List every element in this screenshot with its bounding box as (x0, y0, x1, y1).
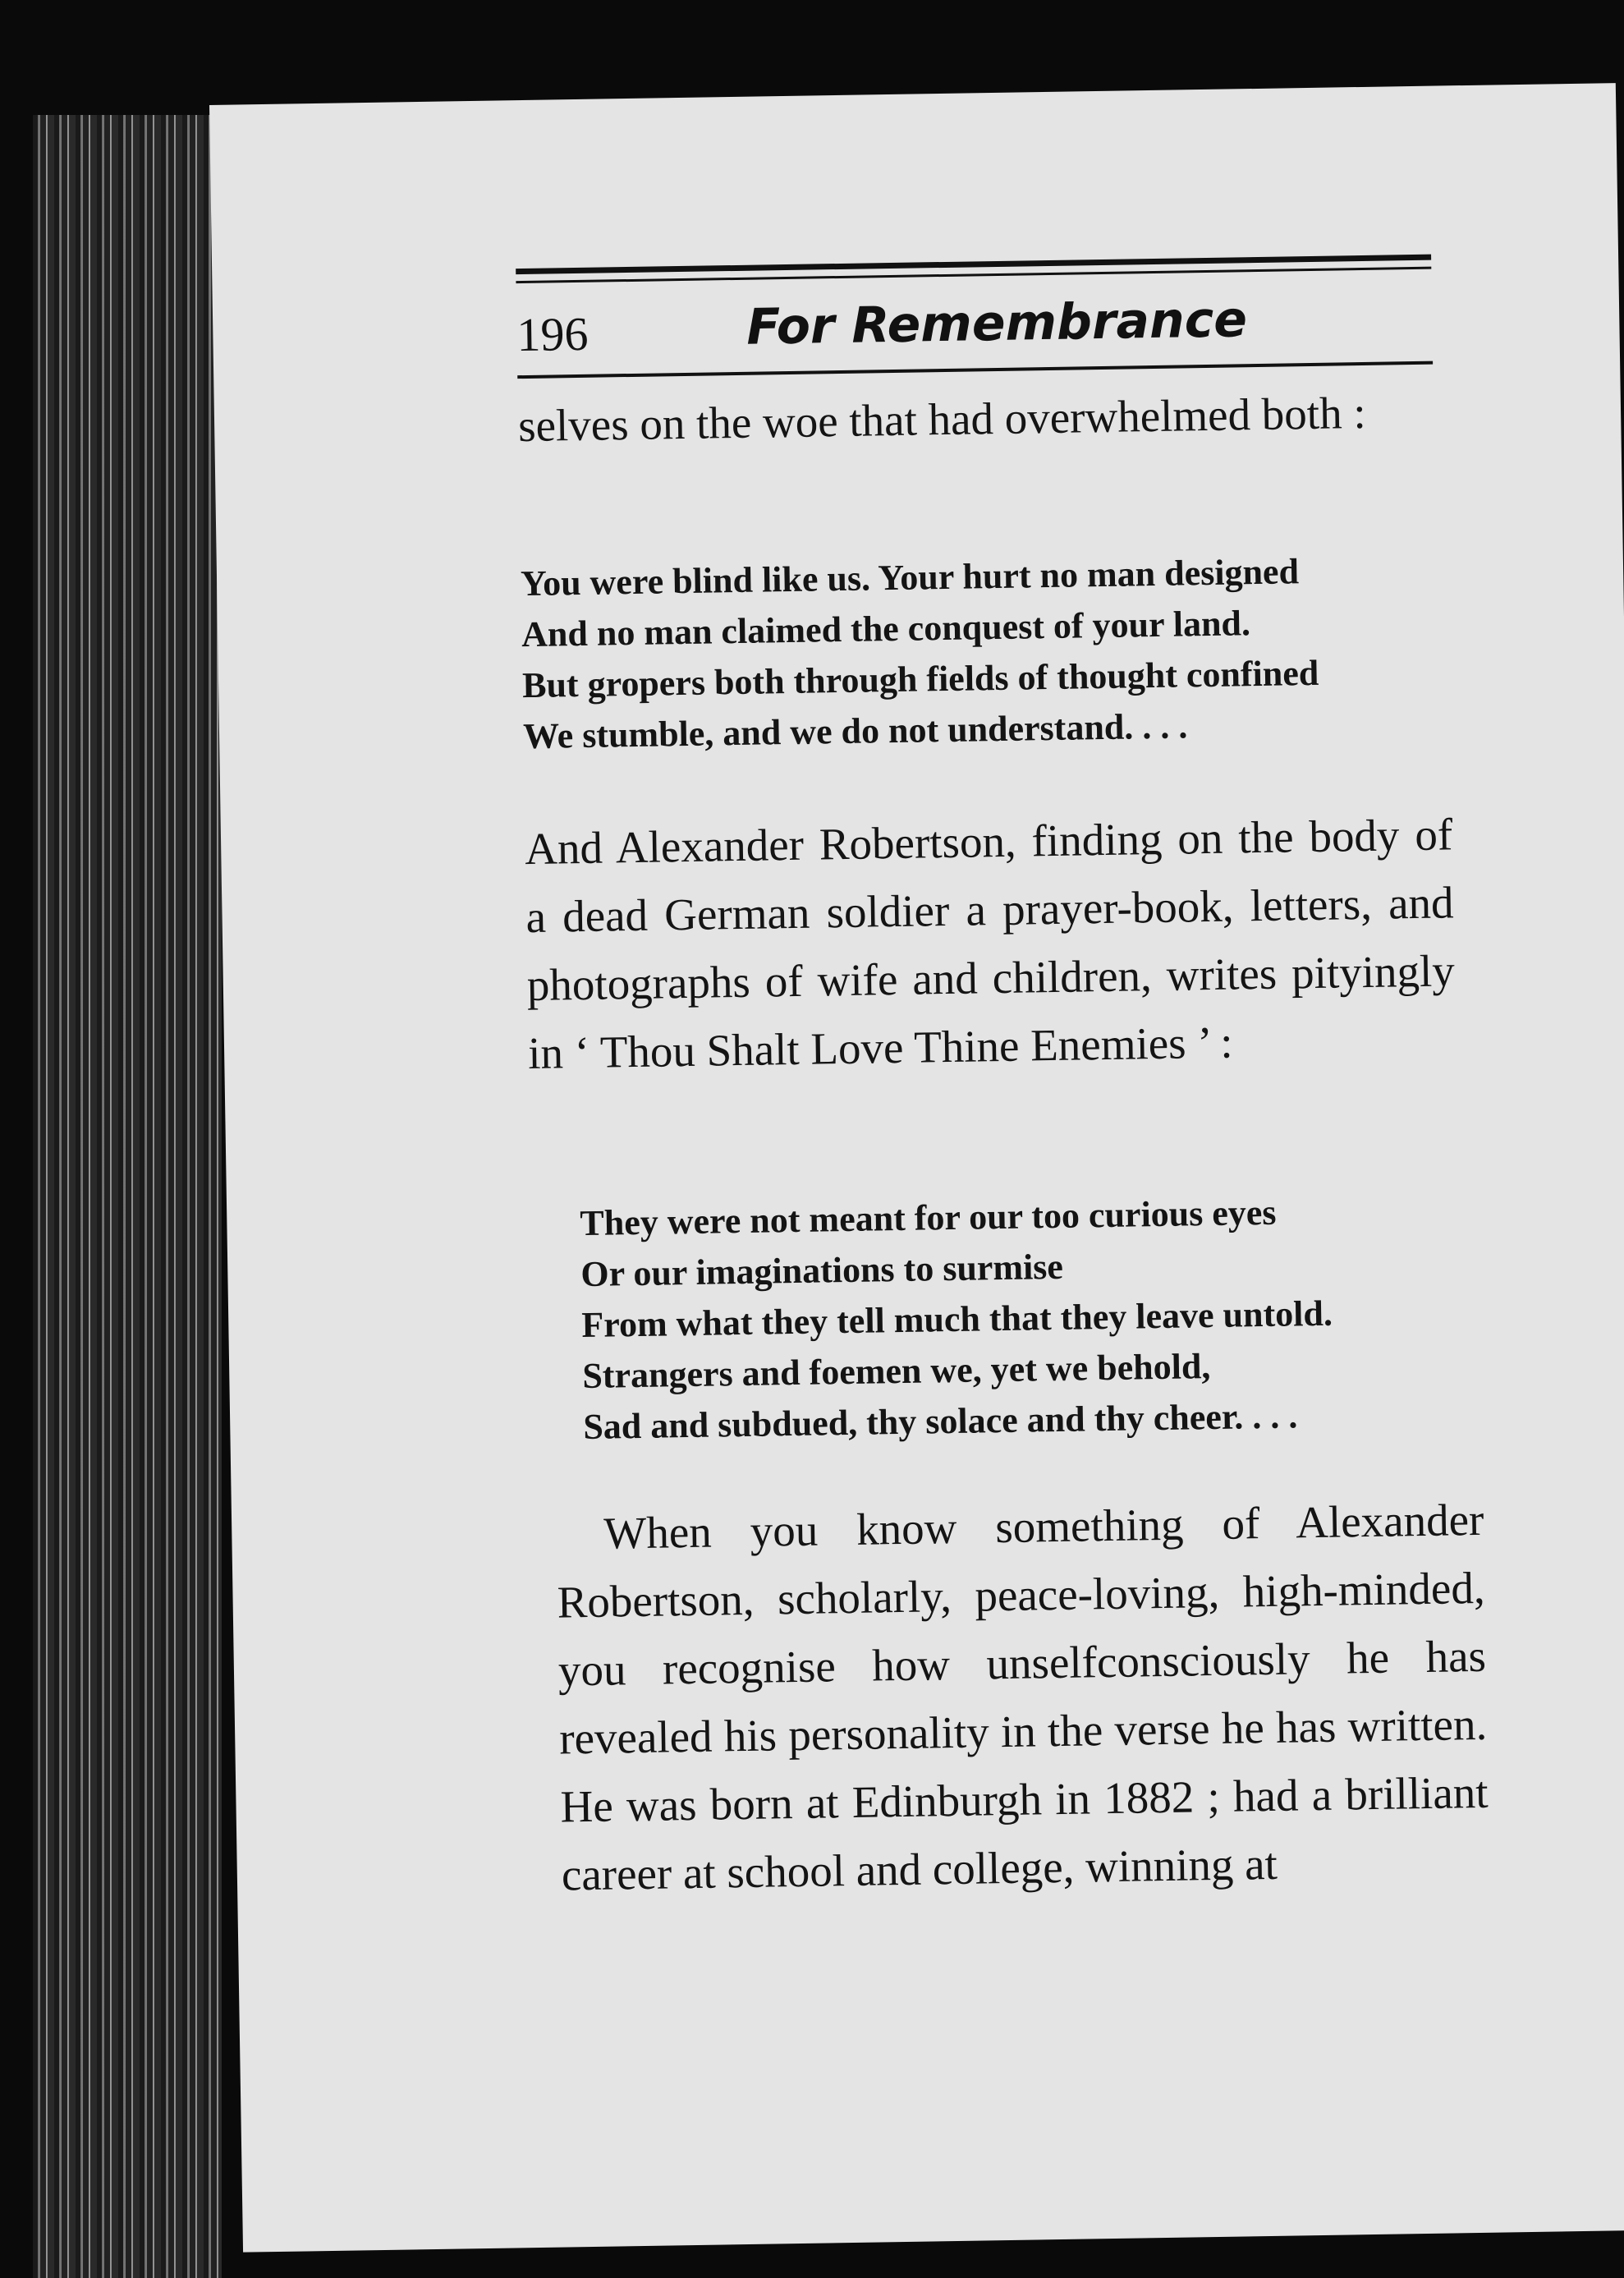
header-rule (516, 255, 1431, 275)
verse-line: They were not meant for our too curious eyes (580, 1192, 1277, 1244)
verse-line: And no man claimed the conquest of your land. (521, 603, 1251, 655)
page-number: 196 (516, 306, 589, 362)
verse-line: From what they tell much that they leave untold. (581, 1293, 1333, 1346)
paragraph-text: selves on the woe that had overwhelmed both : (517, 387, 1367, 452)
book-page (209, 83, 1624, 2253)
book-page-edges (33, 115, 222, 2278)
verse-line: We stumble, and we do not understand. . . . (522, 705, 1188, 757)
verse-line: Strangers and foemen we, yet we behold, (581, 1346, 1211, 1397)
running-head: For Remembrance (745, 291, 1248, 356)
verse-line: You were blind like us. Your hurt no man designed (520, 551, 1300, 604)
verse-line: Sad and subdued, thy solace and thy cheer. . . . (582, 1395, 1298, 1448)
paragraph-continuation (518, 377, 1447, 460)
paragraph-text: When you know something of Alexander Robertson, scholarly, peace-loving, high-minded, you recognise how unselfconsciously he has revealed his personality in the verse he has written. He was born at Edinburgh in 1882 ; had a brilliant career at school and college, winning at (557, 1494, 1489, 1900)
verse-quote-2 (580, 1183, 1512, 1453)
verse-line: Or our imaginations to surmise (580, 1246, 1064, 1295)
paragraph-biography (556, 1486, 1490, 1909)
verse-quote-1 (521, 544, 1452, 762)
paragraph-text: And Alexander Robertson, finding on the body of a dead German soldier a prayer-book, letters, and photographs of wife and children, writes pityingly in ‘ Thou Shalt Love Thine Enemies ’ : (524, 809, 1456, 1079)
paragraph-robertson (525, 800, 1457, 1087)
verse-line: But gropers both through fields of thought confined (521, 652, 1319, 706)
header-underline (517, 361, 1433, 379)
